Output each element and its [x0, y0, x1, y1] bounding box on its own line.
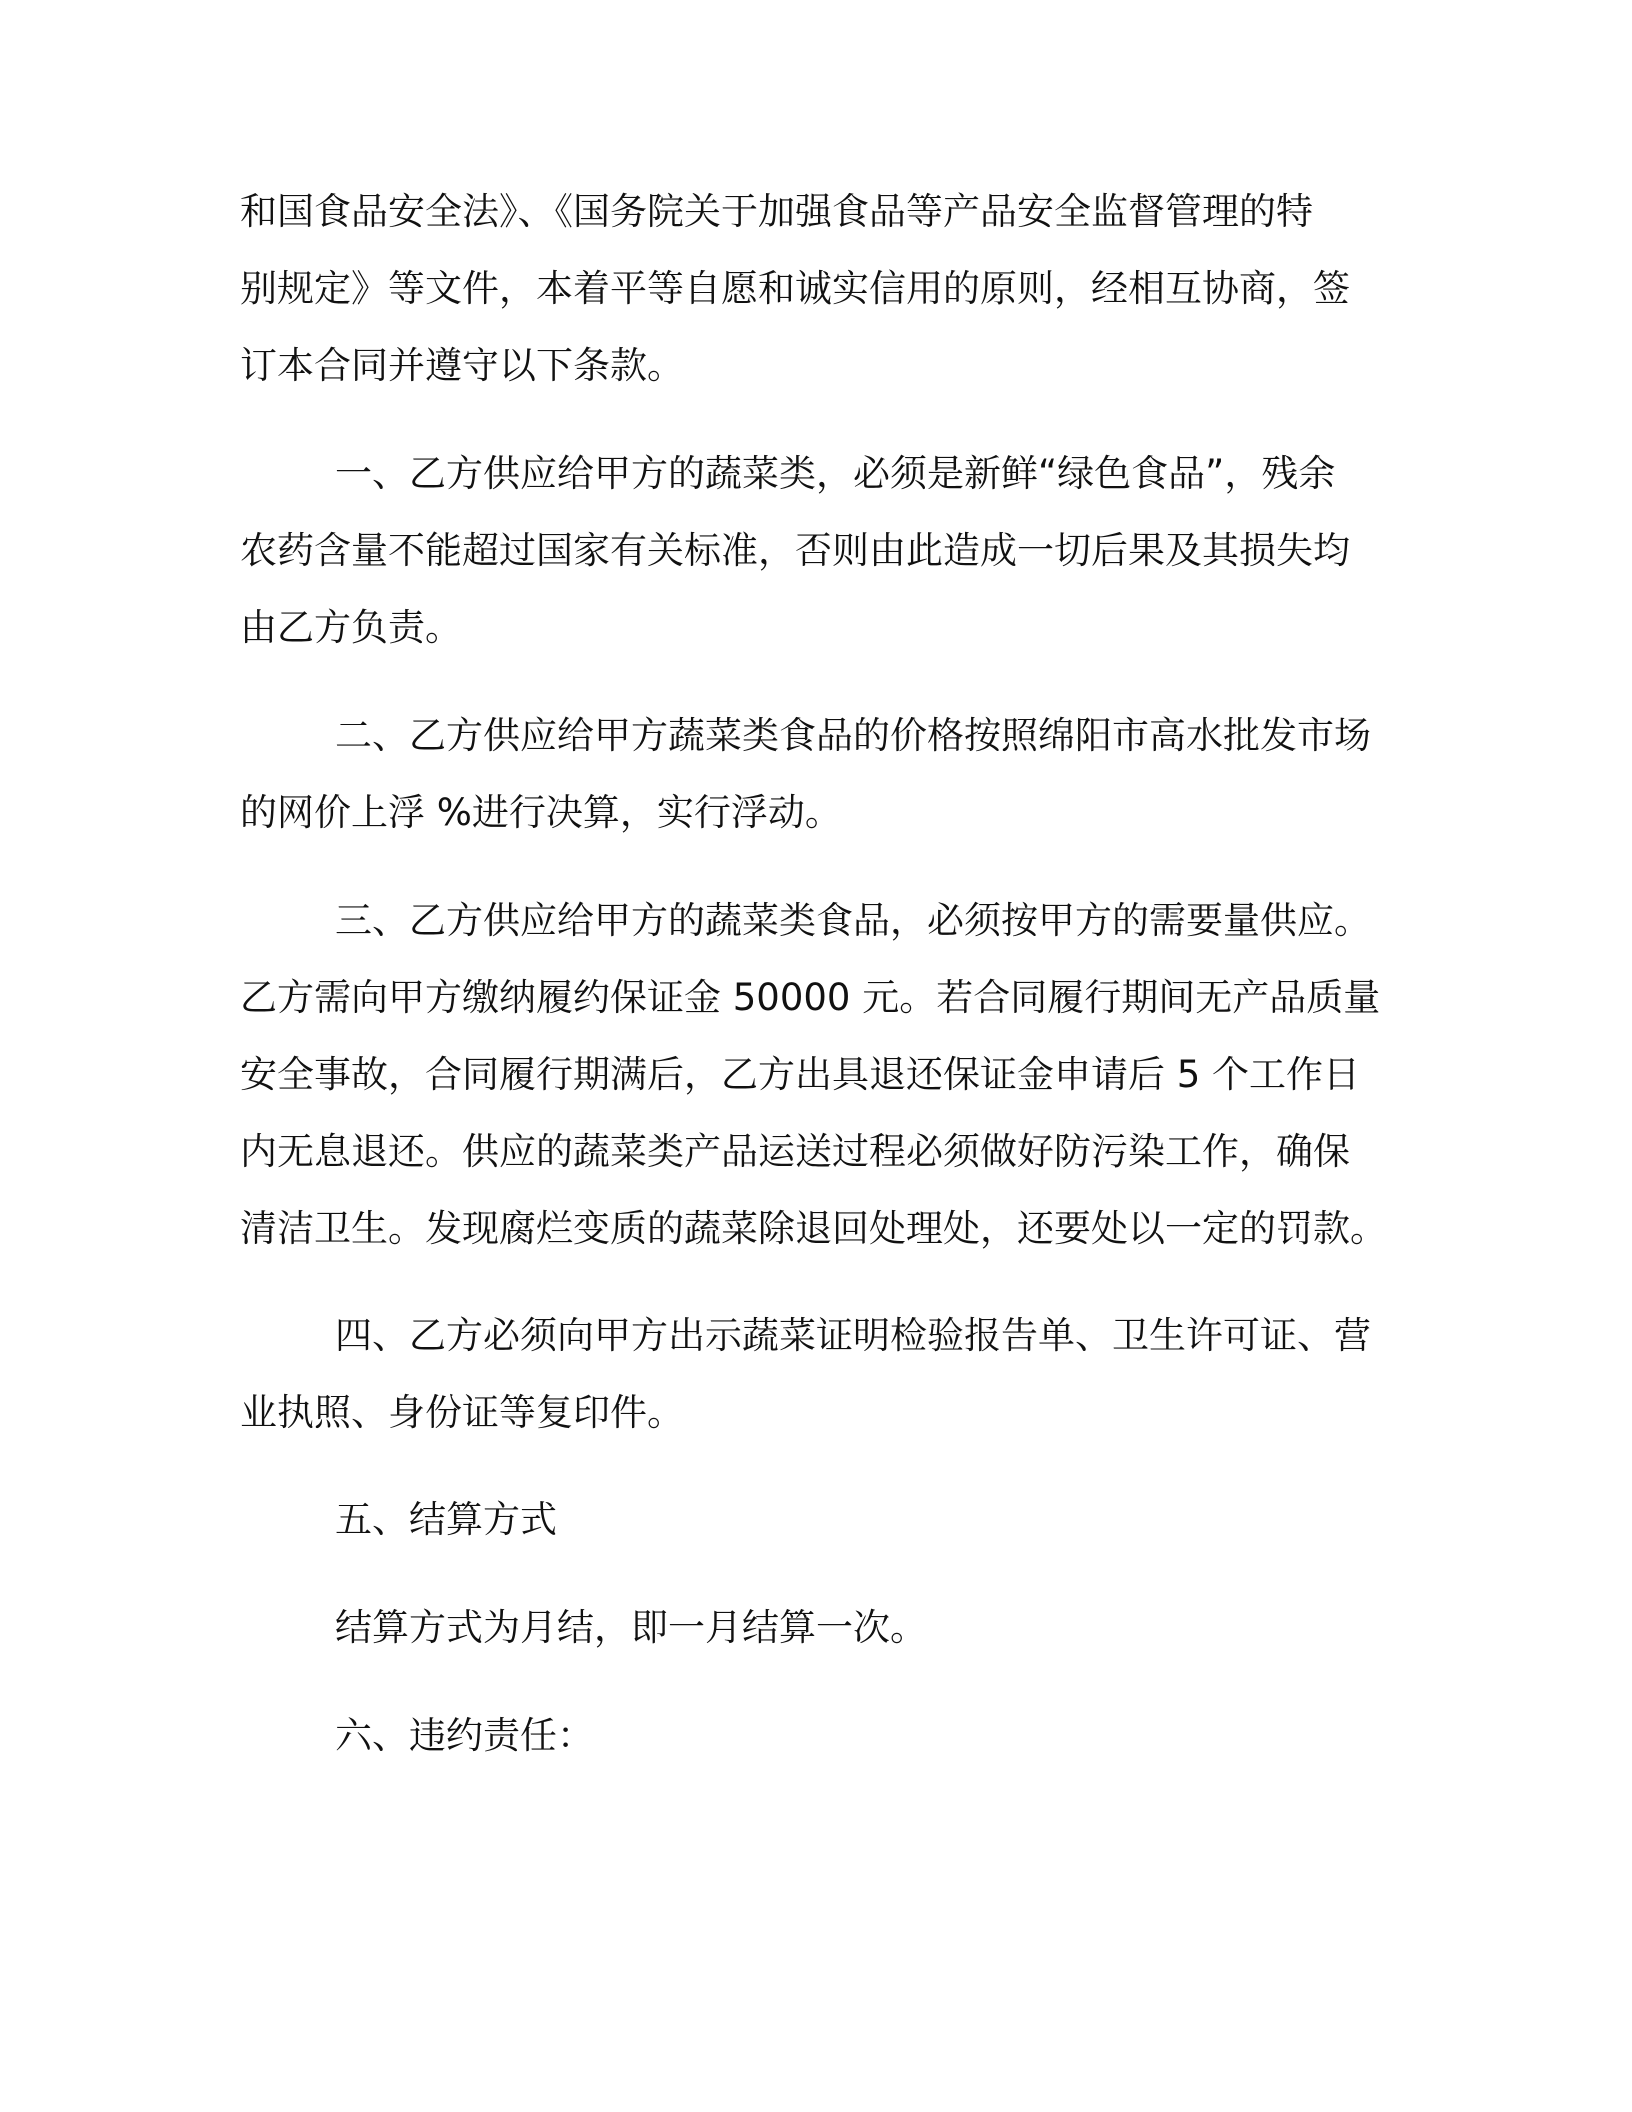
- clause2-line-1: 二、乙方供应给甲方蔬菜类食品的价格按照绵阳市高水批发市场: [335, 714, 1371, 757]
- clause3-line-3: 安全事故，合同履行期满后，乙方出具退还保证金申请后 5 个工作日: [240, 1053, 1361, 1096]
- intro-line-3: 订本合同并遵守以下条款。: [240, 344, 684, 387]
- clause3-line-5: 清洁卫生。发现腐烂变质的蔬菜除退回处理处，还要处以一定的罚款。: [240, 1207, 1387, 1250]
- clause2-line-2: 的网价上浮 %进行决算，实行浮动。: [240, 791, 842, 834]
- clause1-line-3: 由乙方负责。: [240, 606, 462, 649]
- clause1-line-2: 农药含量不能超过国家有关标准，否则由此造成一切后果及其损失均: [240, 529, 1350, 572]
- intro-line-1: 和国食品安全法》、《国务院关于加强食品等产品安全监督管理的特: [240, 190, 1313, 233]
- clause5-body: 结算方式为月结，即一月结算一次。: [335, 1606, 927, 1649]
- clause3-line-4: 内无息退还。供应的蔬菜类产品运送过程必须做好防污染工作，确保: [240, 1130, 1350, 1173]
- clause3-line-1: 三、乙方供应给甲方的蔬菜类食品，必须按甲方的需要量供应。: [335, 899, 1371, 942]
- clause6-heading: 六、违约责任：: [335, 1714, 594, 1757]
- clause4-line-1: 四、乙方必须向甲方出示蔬菜证明检验报告单、卫生许可证、营: [335, 1314, 1371, 1357]
- intro-line-2: 别规定》等文件，本着平等自愿和诚实信用的原则，经相互协商，签: [240, 267, 1350, 310]
- clause1-line-1: 一、乙方供应给甲方的蔬菜类，必须是新鲜“绿色食品”，残余: [335, 452, 1336, 495]
- clause3-line-2: 乙方需向甲方缴纳履约保证金 50000 元。若合同履行期间无产品质量: [240, 976, 1381, 1019]
- clause5-heading: 五、结算方式: [335, 1498, 557, 1541]
- clause4-line-2: 业执照、身份证等复印件。: [240, 1391, 684, 1434]
